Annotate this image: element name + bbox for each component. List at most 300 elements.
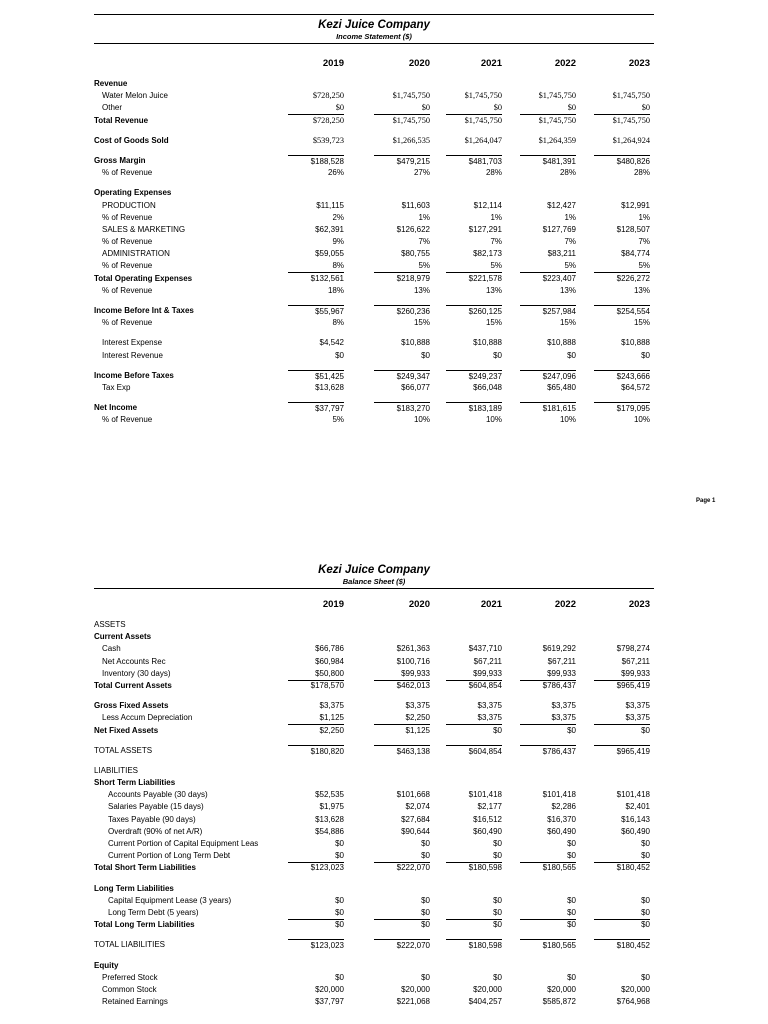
- cell-value: 1%: [564, 212, 576, 222]
- cell-value: $101,418: [468, 790, 502, 800]
- table-row: [94, 285, 654, 297]
- cell-value: $1,125: [288, 712, 344, 725]
- statement-subtitle: Income Statement ($): [336, 32, 412, 41]
- cell-value: $254,554: [594, 305, 650, 318]
- cell-value: $0: [374, 102, 430, 115]
- table-row: [94, 187, 654, 199]
- cell-value: $0: [641, 839, 650, 848]
- row-label: Overdraft (90% of net A/R): [108, 826, 203, 836]
- cell-value: $3,375: [405, 701, 430, 711]
- cell-value: $3,375: [594, 712, 650, 725]
- row-label: Total Short Term Liabilities: [94, 863, 196, 873]
- cell-value: 28%: [559, 168, 576, 178]
- cell-value: $0: [335, 895, 344, 905]
- table-row: [94, 224, 654, 236]
- table-row: [94, 801, 654, 813]
- cell-value: $0: [446, 907, 502, 920]
- cell-value: $437,710: [468, 644, 502, 654]
- cell-value: 8%: [332, 318, 344, 328]
- cell-value: $0: [567, 920, 576, 930]
- row-spacer: [94, 692, 654, 700]
- cell-value: $261,363: [396, 644, 430, 654]
- table-row: [94, 862, 654, 874]
- cell-value: $0: [335, 350, 344, 360]
- year-col: 2021: [480, 58, 502, 69]
- year-col: 2021: [480, 599, 502, 610]
- cell-value: $1,745,750: [464, 91, 502, 101]
- row-label: Cost of Goods Sold: [94, 135, 169, 145]
- cell-value: $0: [594, 850, 650, 863]
- cell-value: $80,755: [401, 249, 430, 259]
- row-label: % of Revenue: [102, 285, 153, 295]
- table-row: [94, 337, 654, 349]
- cell-value: $132,561: [310, 273, 344, 283]
- row-label: Total Operating Expenses: [94, 273, 193, 283]
- cell-value: $1,264,359: [538, 135, 576, 145]
- row-label: Taxes Payable (90 days): [108, 814, 196, 824]
- cell-value: $0: [567, 895, 576, 905]
- cell-value: 18%: [327, 285, 344, 295]
- table-row: [94, 273, 654, 285]
- row-label: Common Stock: [102, 984, 157, 994]
- cell-value: $90,644: [401, 826, 430, 836]
- cell-value: 2%: [332, 212, 344, 222]
- row-spacer: [94, 931, 654, 939]
- row-label: Capital Equipment Lease (3 years): [108, 895, 232, 905]
- cell-value: 10%: [559, 415, 576, 425]
- table-row: [94, 260, 654, 272]
- row-label: Current Portion of Long Term Debt: [108, 851, 231, 861]
- cell-value: $3,375: [520, 712, 576, 725]
- cell-value: $20,000: [315, 984, 344, 994]
- cell-value: $728,250: [312, 115, 344, 125]
- cell-value: $10,888: [621, 338, 650, 348]
- cell-value: $16,143: [621, 814, 650, 824]
- row-label: SALES & MARKETING: [102, 224, 186, 234]
- table-row: [94, 370, 654, 382]
- row-label: Long Term Debt (5 years): [108, 907, 199, 917]
- cell-value: $12,991: [621, 200, 650, 210]
- cell-value: $0: [594, 102, 650, 115]
- cell-value: 28%: [633, 168, 650, 178]
- cell-value: $37,797: [288, 402, 344, 415]
- cell-value: $11,115: [316, 200, 344, 210]
- table-row: [94, 996, 654, 1008]
- row-label: Cash: [102, 644, 121, 654]
- table-row: [94, 789, 654, 801]
- row-label: Gross Margin: [94, 155, 146, 165]
- balance-sheet: [94, 560, 654, 1008]
- table-row: [94, 895, 654, 907]
- cell-value: $0: [493, 839, 502, 848]
- table-row: [94, 984, 654, 996]
- cell-value: $249,347: [374, 370, 430, 383]
- row-spacer: [94, 147, 654, 155]
- year-col: 2019: [322, 58, 344, 69]
- cell-value: $99,933: [374, 668, 430, 681]
- cell-value: $180,820: [288, 745, 344, 758]
- cell-value: 1%: [418, 212, 430, 222]
- cell-value: $180,598: [446, 939, 502, 952]
- cell-value: $463,138: [374, 745, 430, 758]
- cell-value: 10%: [413, 415, 430, 425]
- cell-value: $181,615: [520, 402, 576, 415]
- cell-value: $66,048: [473, 382, 502, 392]
- cell-value: $1,125: [405, 725, 430, 735]
- table-row: [94, 350, 654, 362]
- cell-value: $223,407: [542, 273, 576, 283]
- cell-value: 15%: [633, 318, 650, 328]
- cell-value: $101,418: [616, 790, 650, 800]
- row-label: Income Before Int & Taxes: [94, 306, 194, 315]
- cell-value: $50,800: [288, 668, 344, 681]
- company-title: Kezi Juice Company: [318, 19, 430, 31]
- table-row: [94, 212, 654, 224]
- cell-value: $3,375: [625, 701, 650, 711]
- cell-value: $127,291: [468, 224, 502, 234]
- cell-value: $404,257: [468, 997, 502, 1007]
- cell-value: $481,391: [520, 155, 576, 168]
- cell-value: $101,418: [542, 790, 576, 800]
- cell-value: $99,933: [520, 668, 576, 681]
- table-row: [94, 382, 654, 394]
- cell-value: $123,023: [310, 863, 344, 873]
- cell-value: $0: [493, 895, 502, 905]
- table-row: [94, 643, 654, 655]
- year-header: [94, 599, 654, 619]
- cell-value: $247,096: [520, 370, 576, 383]
- header-rule: [94, 43, 654, 44]
- cell-value: $183,189: [446, 402, 502, 415]
- cell-value: $0: [288, 850, 344, 863]
- cell-value: 13%: [485, 285, 502, 295]
- table-row: [94, 883, 654, 895]
- table-row: [94, 850, 654, 862]
- row-label: TOTAL LIABILITIES: [94, 940, 165, 950]
- statement-subtitle: Balance Sheet ($): [342, 577, 406, 586]
- cell-value: 10%: [633, 415, 650, 425]
- cell-value: $64,572: [621, 382, 650, 392]
- cell-value: $13,628: [315, 382, 344, 392]
- cell-value: 15%: [485, 318, 502, 328]
- cell-value: $67,211: [621, 656, 650, 666]
- row-spacer: [94, 394, 654, 402]
- cell-value: $0: [567, 725, 576, 735]
- row-label: Long Term Liabilities: [94, 883, 174, 893]
- cell-value: $27,684: [401, 814, 430, 824]
- cell-value: $1,745,750: [612, 115, 650, 125]
- cell-value: $99,933: [594, 668, 650, 681]
- header-rule: [94, 588, 654, 589]
- header-rule: [94, 14, 654, 15]
- cell-value: $0: [641, 972, 650, 982]
- cell-value: $243,666: [594, 370, 650, 383]
- cell-value: $0: [288, 102, 344, 115]
- table-row: [94, 668, 654, 680]
- table-row: [94, 680, 654, 692]
- row-label: ADMINISTRATION: [102, 249, 170, 259]
- cell-value: $1,745,750: [464, 115, 502, 125]
- cell-value: $221,068: [396, 997, 430, 1007]
- table-row: [94, 167, 654, 179]
- row-label: Accounts Payable (30 days): [108, 790, 208, 800]
- cell-value: $0: [446, 102, 502, 115]
- row-label: Inventory (30 days): [102, 668, 171, 678]
- cell-value: 7%: [638, 237, 650, 247]
- cell-value: $965,419: [616, 680, 650, 690]
- cell-value: $123,023: [288, 939, 344, 952]
- table-row: [94, 700, 654, 712]
- cell-value: 15%: [413, 318, 430, 328]
- row-spacer: [94, 362, 654, 370]
- table-row: [94, 402, 654, 414]
- table-row: [94, 631, 654, 643]
- table-row: [94, 745, 654, 757]
- cell-value: $786,437: [520, 745, 576, 758]
- cell-value: $0: [493, 725, 502, 735]
- table-row: [94, 939, 654, 951]
- year-col: 2023: [628, 599, 650, 610]
- table-row: [94, 656, 654, 668]
- table-row: [94, 725, 654, 737]
- cell-value: $539,723: [312, 135, 344, 145]
- row-label: Interest Revenue: [102, 350, 163, 360]
- table-row: [94, 115, 654, 127]
- cell-value: $59,055: [315, 249, 344, 259]
- cell-value: $62,391: [315, 224, 344, 234]
- row-spacer: [94, 757, 654, 765]
- cell-value: $180,452: [616, 863, 650, 873]
- row-label: Salaries Payable (15 days): [108, 802, 204, 812]
- cell-value: $0: [421, 895, 430, 905]
- row-label: TOTAL ASSETS: [94, 745, 153, 755]
- cell-value: $585,872: [542, 997, 576, 1007]
- row-label: Water Melon Juice: [102, 91, 168, 101]
- cell-value: $798,274: [616, 644, 650, 654]
- row-spacer: [94, 297, 654, 305]
- cell-value: $0: [335, 920, 344, 930]
- cell-value: $218,979: [396, 273, 430, 283]
- cell-value: $4,542: [319, 338, 344, 348]
- table-row: [94, 972, 654, 984]
- cell-value: $786,437: [542, 680, 576, 690]
- cell-value: $10,888: [547, 338, 576, 348]
- row-label: Gross Fixed Assets: [94, 701, 169, 711]
- cell-value: $60,490: [547, 826, 576, 836]
- row-label: % of Revenue: [102, 261, 153, 271]
- table-row: [94, 765, 654, 777]
- cell-value: $0: [641, 725, 650, 735]
- cell-value: $1,745,750: [538, 115, 576, 125]
- row-label: % of Revenue: [102, 212, 153, 222]
- cell-value: $66,077: [401, 382, 430, 392]
- cell-value: 5%: [520, 260, 576, 273]
- cell-value: $0: [421, 350, 430, 360]
- income-statement: [94, 14, 654, 427]
- table-row: [94, 414, 654, 426]
- row-label: Current Portion of Capital Equipment Leas: [108, 839, 259, 848]
- cell-value: $0: [641, 350, 650, 360]
- table-row: [94, 619, 654, 631]
- row-label: % of Revenue: [102, 415, 153, 425]
- table-row: [94, 135, 654, 147]
- cell-value: 9%: [332, 237, 344, 247]
- cell-value: $0: [641, 920, 650, 930]
- row-label: % of Revenue: [102, 318, 153, 328]
- year-col: 2020: [408, 58, 430, 69]
- cell-value: $222,070: [396, 863, 430, 873]
- company-title: Kezi Juice Company: [318, 564, 430, 576]
- cell-value: $3,375: [477, 701, 502, 711]
- table-row: [94, 102, 654, 114]
- row-label: ASSETS: [94, 620, 126, 629]
- row-label: Revenue: [94, 79, 128, 88]
- cell-value: $0: [520, 102, 576, 115]
- cell-value: $60,490: [621, 826, 650, 836]
- cell-value: $0: [493, 920, 502, 930]
- cell-value: $10,888: [401, 338, 430, 348]
- year-col: 2023: [628, 58, 650, 69]
- row-label: Income Before Taxes: [94, 370, 174, 380]
- table-row: [94, 907, 654, 919]
- cell-value: $0: [335, 839, 344, 848]
- cell-value: $1,264,924: [612, 135, 650, 145]
- row-label: % of Revenue: [102, 237, 153, 247]
- row-label: Preferred Stock: [102, 972, 158, 982]
- row-label: Retained Earnings: [102, 997, 168, 1007]
- table-row: [94, 155, 654, 167]
- cell-value: $127,769: [542, 224, 576, 234]
- table-row: [94, 236, 654, 248]
- table-row: [94, 838, 654, 850]
- cell-value: 10%: [485, 415, 502, 425]
- cell-value: $0: [493, 350, 502, 360]
- cell-value: $54,886: [315, 826, 344, 836]
- row-spacer: [94, 875, 654, 883]
- row-label: Equity: [94, 960, 119, 970]
- cell-value: $1,745,750: [538, 91, 576, 101]
- table-row: [94, 78, 654, 90]
- row-label: % of Revenue: [102, 168, 153, 178]
- year-col: 2019: [322, 599, 344, 610]
- cell-value: $0: [594, 907, 650, 920]
- cell-value: $60,490: [473, 826, 502, 836]
- cell-value: $0: [374, 907, 430, 920]
- cell-value: $257,984: [520, 305, 576, 318]
- row-label: Net Fixed Assets: [94, 725, 159, 735]
- year-col: 2022: [554, 599, 576, 610]
- cell-value: 5%: [332, 415, 344, 425]
- cell-value: $179,095: [594, 402, 650, 415]
- cell-value: $11,603: [401, 200, 430, 210]
- cell-value: $0: [641, 895, 650, 905]
- cell-value: 5%: [374, 260, 430, 273]
- cell-value: 5%: [594, 260, 650, 273]
- table-row: [94, 200, 654, 212]
- cell-value: 28%: [485, 168, 502, 178]
- table-row: [94, 814, 654, 826]
- balance-rows: [94, 619, 654, 1008]
- table-row: [94, 90, 654, 102]
- row-label: Interest Expense: [102, 338, 163, 348]
- cell-value: $619,292: [542, 644, 576, 654]
- cell-value: $83,211: [547, 249, 576, 259]
- year-header: [94, 58, 654, 78]
- row-label: Total Current Assets: [94, 680, 172, 690]
- cell-value: $0: [421, 839, 430, 848]
- table-row: [94, 248, 654, 260]
- cell-value: $16,370: [547, 814, 576, 824]
- cell-value: $2,401: [625, 802, 650, 812]
- row-spacer: [94, 127, 654, 135]
- row-label: Net Accounts Rec: [102, 656, 166, 666]
- cell-value: $178,570: [310, 680, 344, 690]
- cell-value: $65,480: [547, 382, 576, 392]
- cell-value: $2,250: [319, 725, 344, 735]
- cell-value: $764,968: [616, 997, 650, 1007]
- cell-value: $180,452: [594, 939, 650, 952]
- cell-value: 7%: [564, 237, 576, 247]
- cell-value: $16,512: [473, 814, 502, 824]
- table-row: [94, 712, 654, 724]
- row-label: Total Revenue: [94, 115, 149, 125]
- cell-value: 15%: [559, 318, 576, 328]
- cell-value: $222,070: [374, 939, 430, 952]
- cell-value: $52,535: [315, 790, 344, 800]
- cell-value: $728,250: [312, 91, 344, 101]
- cell-value: $51,425: [288, 370, 344, 383]
- cell-value: $480,826: [594, 155, 650, 168]
- cell-value: 27%: [413, 168, 430, 178]
- cell-value: 13%: [559, 285, 576, 295]
- cell-value: $12,114: [473, 200, 502, 210]
- cell-value: $20,000: [473, 984, 502, 994]
- year-col: 2020: [408, 599, 430, 610]
- row-spacer: [94, 737, 654, 745]
- cell-value: $2,074: [405, 802, 430, 812]
- cell-value: $10,888: [473, 338, 502, 348]
- table-row: [94, 777, 654, 789]
- cell-value: $0: [567, 839, 576, 848]
- cell-value: 13%: [633, 285, 650, 295]
- row-label: Net Income: [94, 403, 138, 413]
- cell-value: $481,703: [446, 155, 502, 168]
- cell-value: $67,211: [547, 656, 576, 666]
- cell-value: $67,211: [473, 656, 502, 666]
- cell-value: $0: [374, 850, 430, 863]
- cell-value: $99,933: [446, 668, 502, 681]
- cell-value: 7%: [418, 237, 430, 247]
- cell-value: $260,236: [374, 305, 430, 318]
- cell-value: $3,375: [319, 701, 344, 711]
- year-col: 2022: [554, 58, 576, 69]
- cell-value: 1%: [638, 212, 650, 222]
- cell-value: $2,286: [551, 802, 576, 812]
- page-number: Page 1: [696, 498, 716, 504]
- cell-value: $66,786: [315, 644, 344, 654]
- cell-value: $180,565: [542, 863, 576, 873]
- table-row: [94, 305, 654, 317]
- cell-value: $2,250: [374, 712, 430, 725]
- cell-value: $0: [421, 920, 430, 930]
- row-label: Less Accum Depreciation: [102, 713, 193, 723]
- row-spacer: [94, 952, 654, 960]
- row-label: Operating Expenses: [94, 188, 172, 198]
- cell-value: $1,745,750: [612, 91, 650, 101]
- cell-value: $462,013: [396, 680, 430, 690]
- cell-value: $12,427: [547, 200, 576, 210]
- cell-value: $180,565: [520, 939, 576, 952]
